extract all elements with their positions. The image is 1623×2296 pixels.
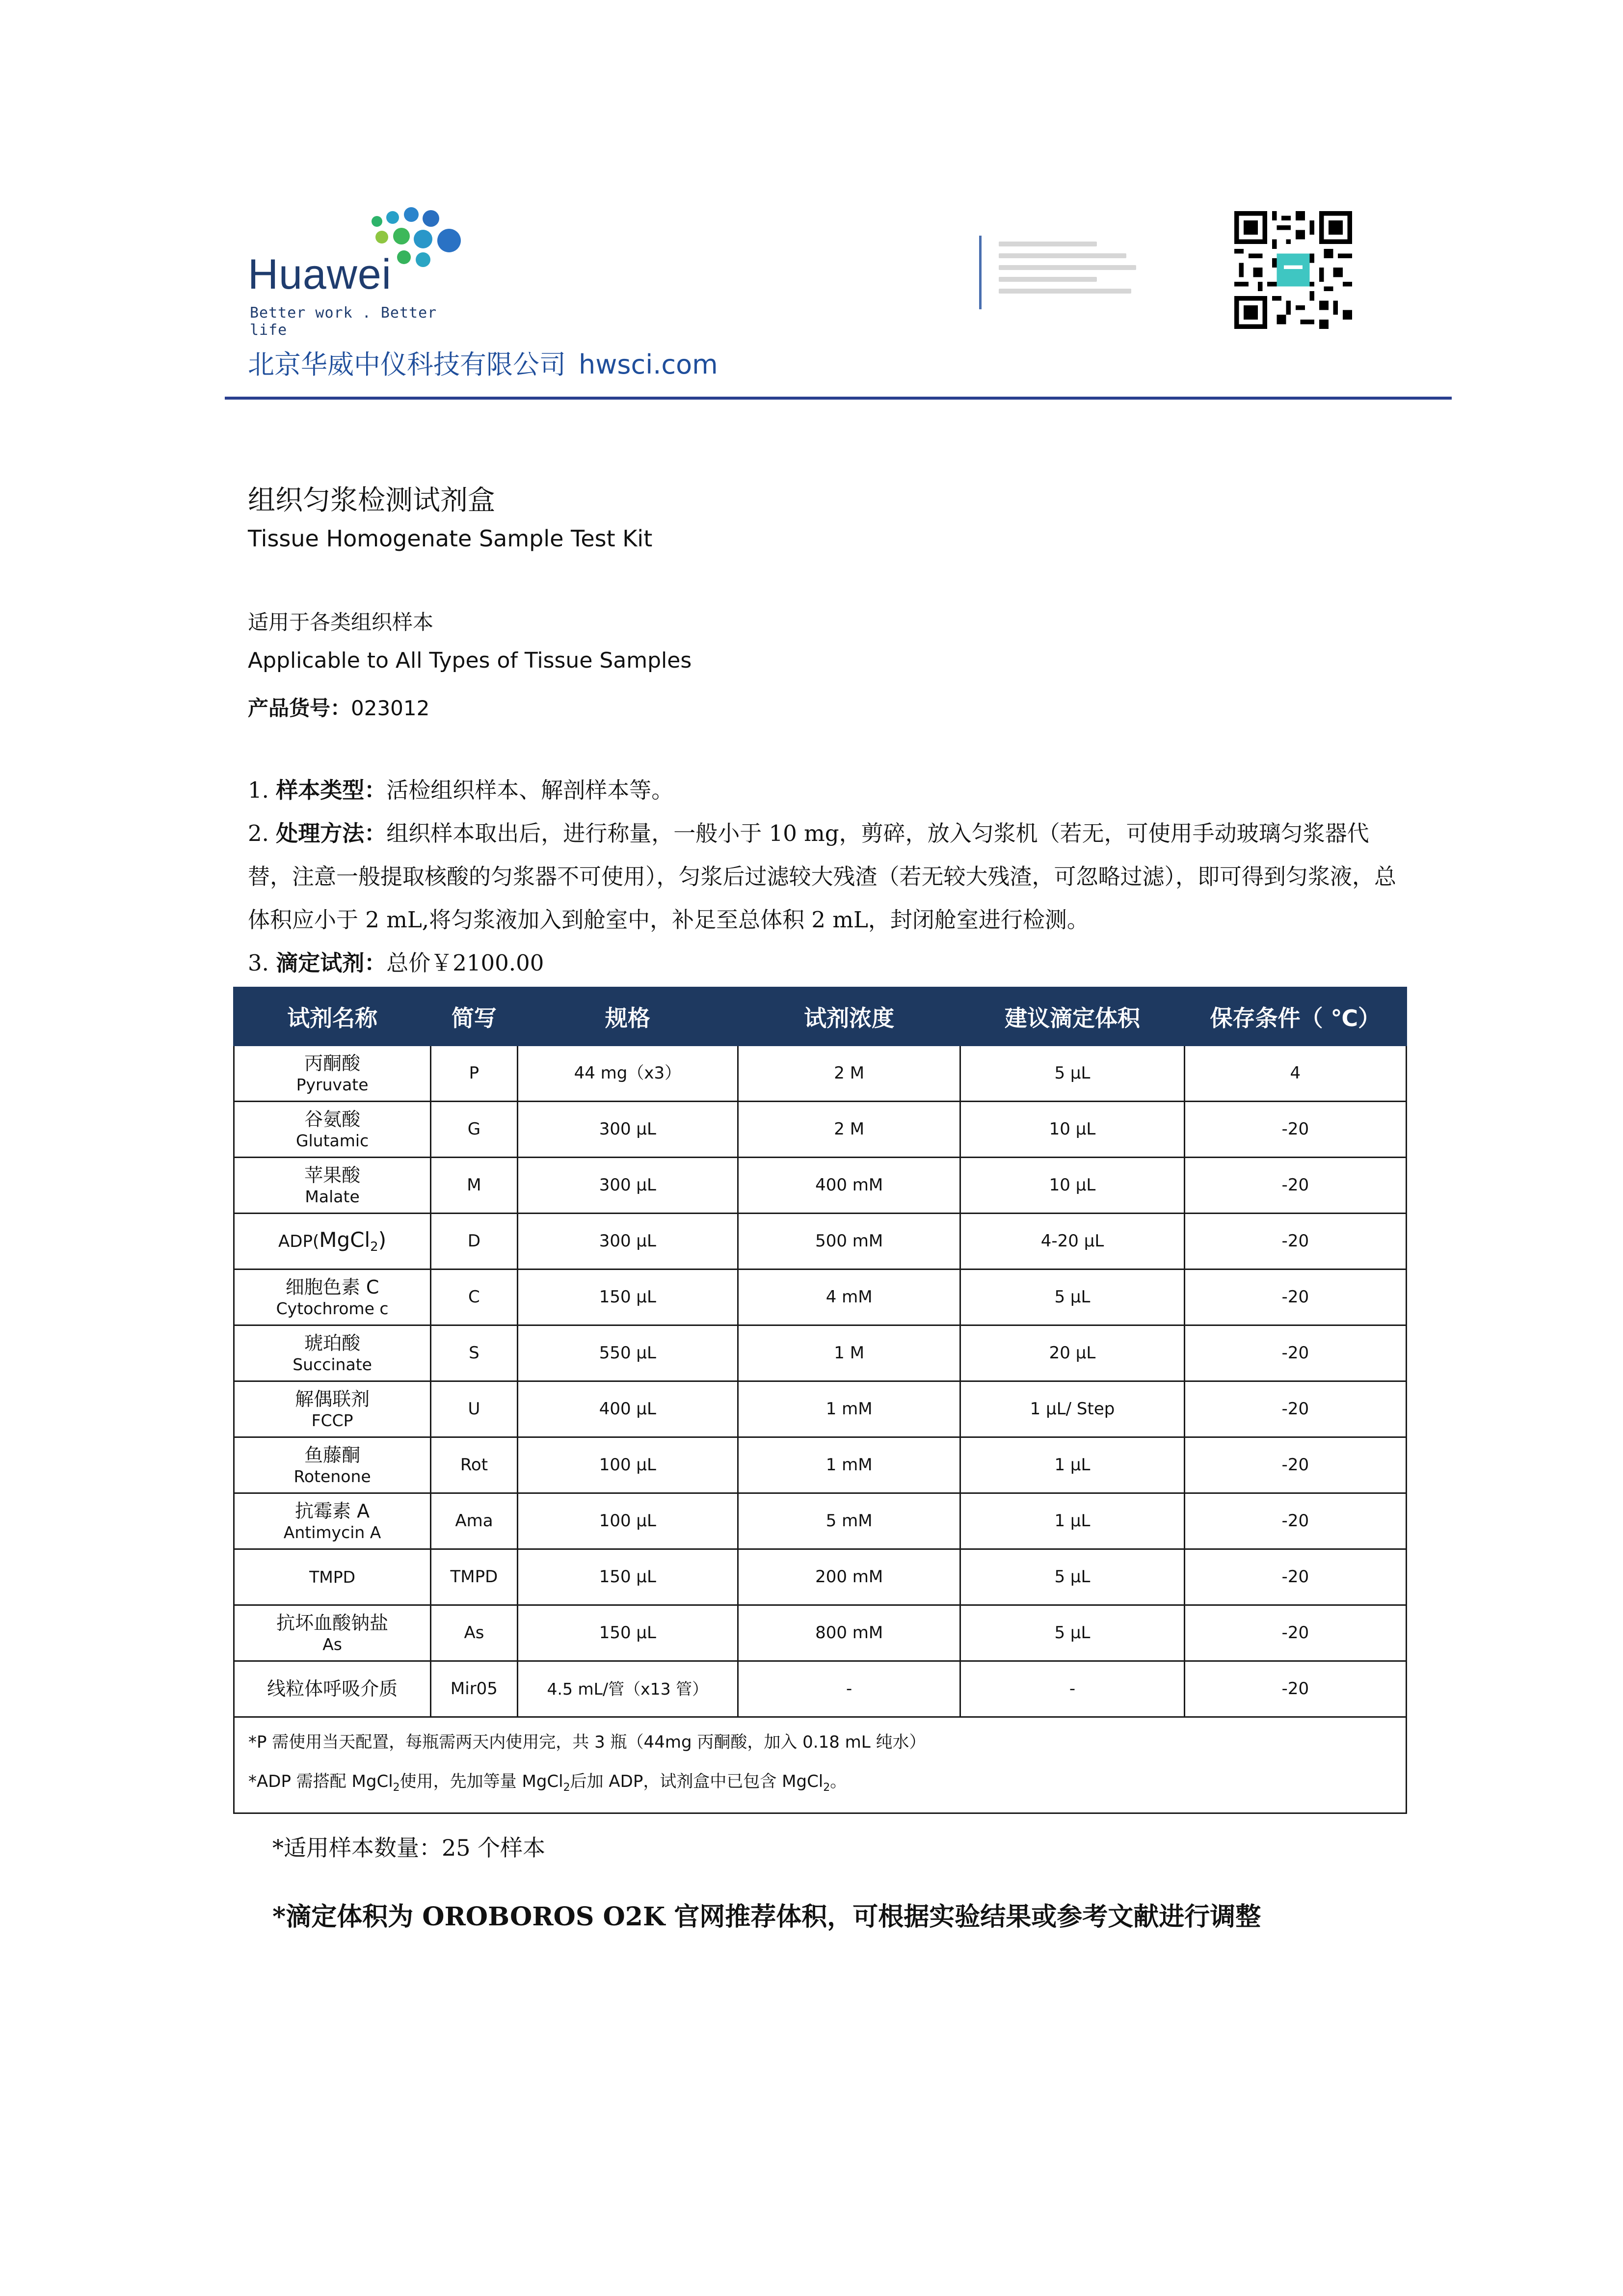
storage-cell: -20 [1184,1381,1406,1437]
logo-dot [386,211,399,224]
catalog-value: 023012 [351,696,430,720]
volume-cell: 5 μL [960,1270,1184,1325]
item-number: 1. [248,777,269,803]
spec-cell: 300 μL [517,1214,738,1270]
table-row [234,1158,1407,1214]
logo-dot [393,228,410,244]
table-row [234,1270,1407,1325]
logo-dot [397,250,411,264]
header-titration-volume: 建议滴定体积 [960,988,1184,1046]
item-text: 组织样本取出后，进行称量，一般小于 10 mg，剪碎，放入匀浆机（若无，可使用手动玻璃匀浆器代替，注意一般提取核酸的匀浆器不可使用），匀浆后过滤较大残渣（若无较大残渣，可忽略过滤），即可得到匀浆液，总体积应小于 2 mL,将匀浆液加入到舱室中，补足至总体积 2 mL，封闭舱室进行检测。 [248,820,1397,933]
header-divider [225,397,1452,400]
reagent-name-cell: 细胞色素 C Cytochrome c [234,1270,431,1325]
table-row [234,1325,1407,1381]
conc-cell: 4 mM [738,1270,960,1325]
note-adp: *ADP 需搭配 MgCl$_2$使用，先加等量 MgCl$_2$后加 ADP，试剂盒中已包含 MgCl$_2$。 [248,1772,847,1794]
logo-dot [416,252,430,267]
logo-dot [375,231,388,243]
note-pyruvate: *P 需使用当天配置，每瓶需两天内使用完，共 3 瓶（44mg 丙酮酸，加入 0.18 mL 纯水） [248,1732,926,1752]
reagent-name-cell: 解偶联剂 FCCP [234,1381,431,1437]
volume-cell: 1 μL [960,1437,1184,1493]
table-row [234,1661,1407,1717]
qr-code-icon [1234,211,1352,329]
spec-cell: 4.5 mL/管（x13 管） [517,1661,738,1717]
table-row [234,1046,1407,1102]
table-row [234,1605,1407,1661]
volume-cell: 5 μL [960,1549,1184,1605]
abbr-cell: TMPD [431,1549,518,1605]
reagent-table [233,987,1407,1814]
reagent-name-cell: ADP(MgCl$_2$) [234,1214,431,1270]
item-label: 处理方法： [276,820,387,846]
reagent-name-cell: 丙酮酸 Pyruvate [234,1046,431,1102]
header-abbreviation: 简写 [431,988,518,1046]
conc-cell: 5 mM [738,1493,960,1549]
reagent-name-cell: TMPD [234,1549,431,1605]
abbr-cell: P [431,1046,518,1102]
abbr-cell: G [431,1102,518,1158]
contact-line-placeholder [999,289,1131,294]
volume-cell: 4-20 μL [960,1214,1184,1270]
spec-cell: 44 mg（x3） [517,1046,738,1102]
item-sample-type [248,769,1401,812]
volume-cell: 10 μL [960,1158,1184,1214]
contact-line-placeholder [999,253,1126,258]
table-row [234,1437,1407,1493]
logo-slogan: Better work . Better life [250,304,437,339]
conc-cell: 2 M [738,1046,960,1102]
titration-volume-note: *滴定体积为 OROBOROS O2K 官网推荐体积，可根据实验结果或参考文献进行调整 [272,1902,1261,1932]
conc-cell: 200 mM [738,1549,960,1605]
abbr-cell: D [431,1214,518,1270]
volume-cell: 5 μL [960,1046,1184,1102]
item-number: 3. [248,950,269,976]
logo-dot [414,230,432,248]
spec-cell: 300 μL [517,1102,738,1158]
header-specification: 规格 [517,988,738,1046]
contact-line-placeholder [999,242,1097,246]
spec-cell: 550 μL [517,1325,738,1381]
company-name: 北京华威中仪科技有限公司 [248,349,566,380]
conc-cell: 500 mM [738,1214,960,1270]
storage-cell: -20 [1184,1325,1406,1381]
conc-cell: 800 mM [738,1605,960,1661]
storage-cell: -20 [1184,1549,1406,1605]
item-label: 滴定试剂： [276,950,387,976]
reagent-name-cell: 抗霉素 A Antimycin A [234,1493,431,1549]
reagent-name-cell: 苹果酸 Malate [234,1158,431,1214]
item-label: 样本类型： [276,777,387,803]
volume-cell: 10 μL [960,1102,1184,1158]
storage-cell: -20 [1184,1605,1406,1661]
storage-cell: 4 [1184,1046,1406,1102]
logo-dot [404,207,419,222]
volume-cell: 20 μL [960,1325,1184,1381]
storage-cell: -20 [1184,1270,1406,1325]
item-text: 活检组织样本、解剖样本等。 [386,777,674,803]
abbr-cell: C [431,1270,518,1325]
reagent-name-cell: 抗坏血酸钠盐 As [234,1605,431,1661]
spec-cell: 150 μL [517,1605,738,1661]
logo-wordmark: Huawei [248,251,392,298]
contact-info [979,236,1175,309]
logo-dot [372,216,382,227]
item-text: 总价￥2100.00 [386,950,544,976]
conc-cell: 1 mM [738,1381,960,1437]
abbr-cell: M [431,1158,518,1214]
reagent-name-cell: 谷氨酸 Glutamic [234,1102,431,1158]
catalog-number [248,692,429,722]
storage-cell: -20 [1184,1493,1406,1549]
volume-cell: - [960,1661,1184,1717]
abbr-cell: As [431,1605,518,1661]
table-row [234,1214,1407,1270]
item-processing [248,812,1401,942]
abbr-cell: S [431,1325,518,1381]
logo-dot [437,229,461,252]
storage-cell: -20 [1184,1214,1406,1270]
table-row [234,1102,1407,1158]
abbr-cell: Ama [431,1493,518,1549]
sample-count-note: *适用样本数量：25 个样本 [272,1835,546,1861]
spec-cell: 300 μL [517,1158,738,1214]
spec-cell: 100 μL [517,1437,738,1493]
product-title-cn: 组织匀浆检测试剂盒 [248,485,495,516]
storage-cell: -20 [1184,1102,1406,1158]
conc-cell: 2 M [738,1102,960,1158]
reagent-name-cell: 琥珀酸 Succinate [234,1325,431,1381]
applicable-en: Applicable to All Types of Tissue Samples [248,648,692,673]
reagent-name-cell: 线粒体呼吸介质 [234,1661,431,1717]
table-notes-row [234,1717,1407,1813]
item-titration-reagents [248,942,1401,985]
abbr-cell: U [431,1381,518,1437]
storage-cell: -20 [1184,1158,1406,1214]
spec-cell: 400 μL [517,1381,738,1437]
conc-cell: - [738,1661,960,1717]
table-row [234,1381,1407,1437]
header-reagent-name: 试剂名称 [234,988,431,1046]
applicable-cn: 适用于各类组织样本 [248,610,434,634]
abbr-cell: Mir05 [431,1661,518,1717]
abbr-cell: Rot [431,1437,518,1493]
table-header-row [234,988,1407,1046]
company-line [248,344,718,381]
volume-cell: 1 μL/ Step [960,1381,1184,1437]
volume-cell: 5 μL [960,1605,1184,1661]
table-row [234,1549,1407,1605]
contact-line-placeholder [999,277,1097,282]
conc-cell: 400 mM [738,1158,960,1214]
header-concentration: 试剂浓度 [738,988,960,1046]
catalog-label: 产品货号： [248,696,351,720]
huawei-logo [248,201,474,339]
table-row [234,1493,1407,1549]
conc-cell: 1 M [738,1325,960,1381]
table-notes [234,1717,1407,1813]
spec-cell: 150 μL [517,1270,738,1325]
header-storage: 保存条件（ ℃） [1184,988,1406,1046]
item-number: 2. [248,820,269,846]
storage-cell: -20 [1184,1437,1406,1493]
product-title-en: Tissue Homogenate Sample Test Kit [248,525,653,552]
spec-cell: 150 μL [517,1549,738,1605]
logo-dot [423,210,439,227]
volume-cell: 1 μL [960,1493,1184,1549]
storage-cell: -20 [1184,1661,1406,1717]
conc-cell: 1 mM [738,1437,960,1493]
company-website[interactable]: hwsci.com [579,349,718,380]
spec-cell: 100 μL [517,1493,738,1549]
reagent-name-cell: 鱼藤酮 Rotenone [234,1437,431,1493]
contact-line-placeholder [999,265,1136,270]
